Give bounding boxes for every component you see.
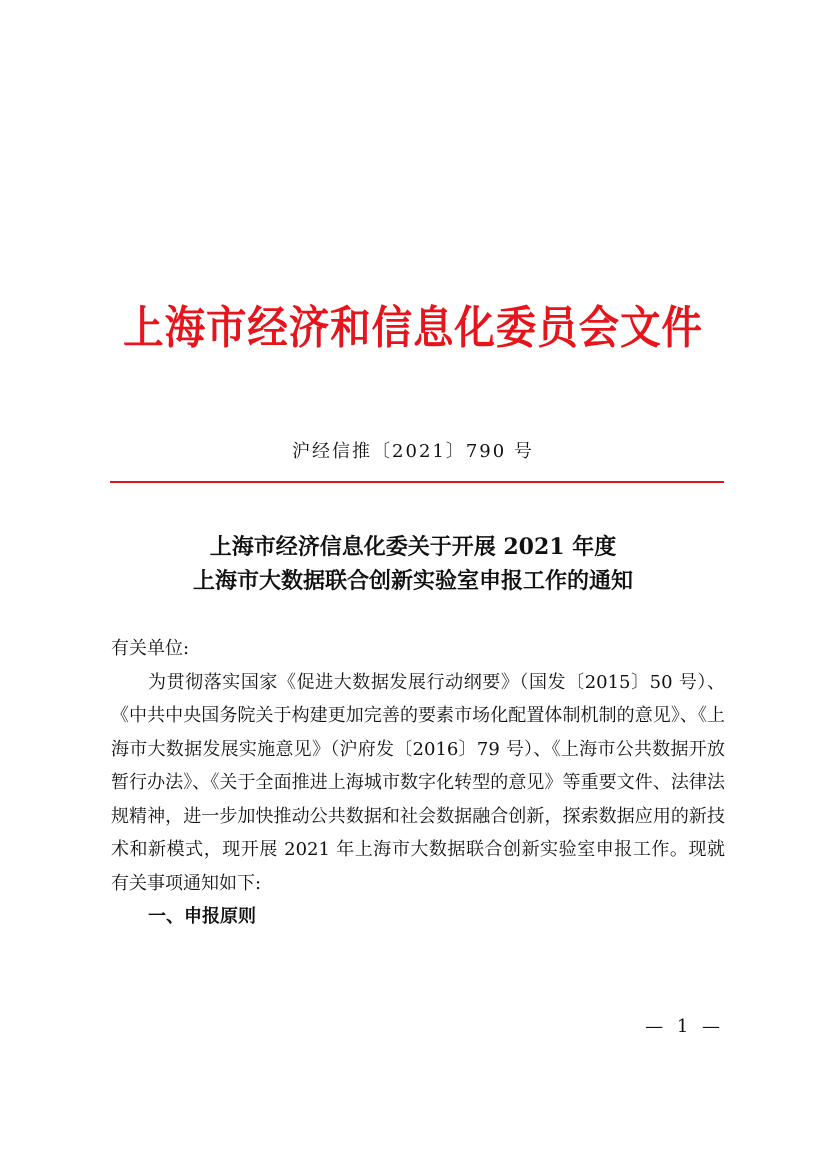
red-divider-line [110, 481, 724, 483]
body-paragraph: 为贯彻落实国家《促进大数据发展行动纲要》（国发〔2015〕50 号）、《中共中央国务院关于构建更加完善的要素市场化配置体制机制的意见》、《上海市大数据发展实施意见》（沪府发〔2016〕79 号）、《上海市公共数据开放暂行办法》、《关于全面推进上海城市数字化转型的意见》等重要文件、法律法规精神，进一步加快推动公共数据和社会数据融合创新，探索数据应用的新技术和新模式，现开展 2021 年上海市大数据联合创新实验室申报工作。现就有关事项通知如下: [111, 671, 725, 894]
salutation: 有关单位: [111, 638, 190, 659]
section-heading: 一、申报原则 [148, 906, 256, 927]
notice-title-line-1: 上海市经济信息化委关于开展 2021 年度 [209, 534, 617, 560]
notice-body [111, 632, 725, 934]
page-number: — 1 — [645, 1016, 724, 1037]
notice-title [0, 530, 826, 598]
notice-title-line-2: 上海市大数据联合创新实验室申报工作的通知 [192, 568, 633, 594]
masthead-title: 上海市经济和信息化委员会文件 [123, 301, 703, 354]
document-number: 沪经信推〔2021〕790 号 [292, 441, 534, 462]
